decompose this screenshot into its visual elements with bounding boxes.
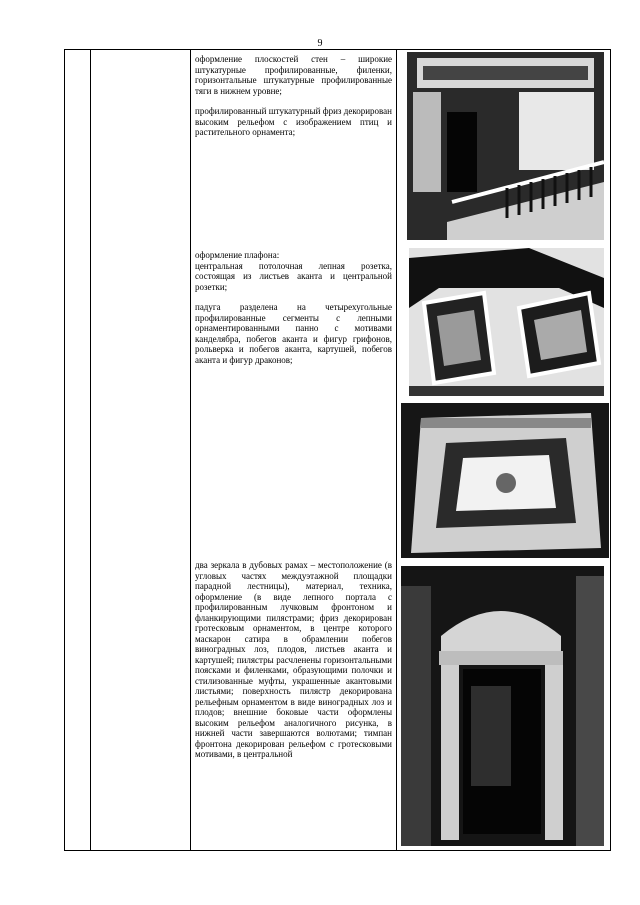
ceiling-coffer-photo	[409, 248, 604, 396]
rosette-paragraph: центральная потолочная лепная розетка, состоящая из листьев аканта и центральной розетки;	[195, 260, 392, 292]
ceiling-overview-photo	[401, 403, 609, 558]
object-cell	[91, 50, 191, 851]
walls-description	[191, 50, 396, 250]
mirror-portal-photo	[401, 566, 604, 846]
mirrors-description	[191, 560, 396, 760]
number-cell	[65, 50, 91, 851]
ceiling-heading: оформление плафона:	[195, 250, 280, 260]
page-number: 9	[317, 38, 323, 49]
staircase-photo	[407, 52, 604, 240]
frieze-paragraph: профилированный штукатурный фриз декорирован высоким рельефом с изображением птиц и растительного орнамента;	[195, 106, 392, 137]
walls-paragraph: оформление плоскостей стен – широкие штукатурные профилированные, филенки, горизонтальные штукатурные профилированные тяги в нижнем уровне;	[195, 54, 392, 96]
cove-paragraph: падуга разделена на четырехугольные профилированные сегменты с лепными орнаментированными панно с мотивами канделябра, побегов аканта и фигур грифонов, рольверка и побегов аканта, картушей, побегов аканта и фигур драконов;	[195, 302, 392, 365]
description-cell	[191, 50, 397, 851]
mirrors-paragraph: два зеркала в дубовых рамах – местоположение (в угловых частях междуэтажной площадки парадной лестницы), материал, техника, оформление (в виде лепного портала с профилированным лучковым фронтоном и фланкирующими пилястрами; фриз декорирован гротесковым орнаментом, в центре которого маскарон сатира в обрамлении побегов виноградных лоз, плодов, листьев аканта и картушей; пилястры расчленены горизонтальными поясками и филенками, образующими полочки и стилизованные муфты, украшенные акантовыми листьями; поверхность пилястр декорирована рельефным орнаментом в виде виноградных лоз и плодов; внешние боковые части оформлены высоким рельефом аналогичного рисунка, в нижней части завершаются волютами; тимпан фронтона декорирован рельефом с гротесковыми мотивами, в центральной	[195, 560, 392, 759]
ceiling-description	[191, 250, 396, 560]
